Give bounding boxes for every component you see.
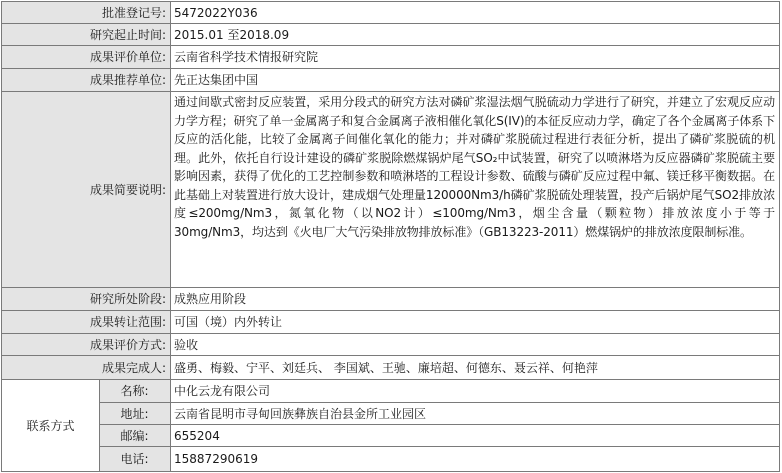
recommend-unit-label: 成果推荐单位: — [2, 69, 171, 92]
row-transfer-scope — [2, 311, 780, 334]
row-contact-address — [2, 403, 780, 425]
period-label: 研究起止时间: — [2, 24, 171, 46]
achievement-info-sheet — [1, 1, 780, 471]
contact-postcode-value: 655204 — [171, 425, 780, 447]
row-period — [2, 24, 780, 46]
eval-method-value: 验收 — [171, 334, 780, 356]
row-contact-name — [2, 380, 780, 403]
approval-no-label: 批准登记号: — [2, 2, 171, 24]
period-value: 2015.01 至2018.09 — [171, 24, 780, 46]
stage-label: 研究所处阶段: — [2, 288, 171, 311]
transfer-scope-value: 可国（境）内外转让 — [171, 311, 780, 334]
contact-address-value: 云南省昆明市寻甸回族彝族自治县金所工业园区 — [171, 403, 780, 425]
contributors-value: 盛勇、梅毅、宁平、刘廷兵、 李国斌、王驰、廉培超、何德东、聂云祥、何艳萍 — [171, 356, 780, 380]
row-contributors — [2, 356, 780, 380]
row-eval-method — [2, 334, 780, 356]
contact-phone-value: 15887290619 — [171, 447, 780, 472]
row-contact-postcode — [2, 425, 780, 447]
row-stage — [2, 288, 780, 311]
eval-method-label: 成果评价方式: — [2, 334, 171, 356]
summary-label: 成果简要说明: — [2, 92, 171, 288]
approval-no-value: 5472022Y036 — [171, 2, 780, 24]
contact-phone-label: 电话: — [100, 447, 171, 472]
row-summary — [2, 92, 780, 288]
row-contact-phone — [2, 447, 780, 472]
eval-unit-value: 云南省科学技术情报研究院 — [171, 46, 780, 69]
achievement-info-table — [1, 1, 780, 472]
transfer-scope-label: 成果转让范围: — [2, 311, 171, 334]
row-approval-no — [2, 2, 780, 24]
contact-postcode-label: 邮编: — [100, 425, 171, 447]
row-recommend-unit — [2, 69, 780, 92]
recommend-unit-value: 先正达集团中国 — [171, 69, 780, 92]
contact-group-label: 联系方式 — [2, 380, 100, 472]
summary-text: 通过间歇式密封反应装置，采用分段式的研究方法对磷矿浆湿法烟气脱硫动力学进行了研究，并建立了宏观反应动力学方程；研究了单一金属离子和复合金属离子液相催化氧化S(IV)的本征反应动力学，确定了各个金属离子体系下反应的活化能，比较了金属离子间催化氧化的能力；并对磷矿浆脱硫过程进行表征分析，提出了磷矿浆脱硫的机理。此外，依托自行设计建设的磷矿浆脱除燃煤锅炉尾气SO₂中试装置，研究了以喷淋塔为反应器磷矿浆脱硫主要影响因素，获得了优化的工艺控制参数和喷淋塔的工程设计参数、硫酸与磷矿反应过程中氟、镁迁移平衡数据。在此基础上对装置进行放大设计，建成烟气处理量120000Nm3/h磷矿浆脱硫处理装置，投产后锅炉尾气SO2排放浓度≤200mg/Nm3，氮氧化物（以NO2计）≤100mg/Nm3，烟尘含量（颗粒物）排放浓度小于等于30mg/Nm3，均达到《火电厂大气污染排放物排放标准》（GB13223-2011）燃煤锅炉的排放浓度限制标准。 — [171, 92, 780, 288]
contact-name-value: 中化云龙有限公司 — [171, 380, 780, 403]
contributors-label: 成果完成人: — [2, 356, 171, 380]
contact-address-label: 地址: — [100, 403, 171, 425]
stage-value: 成熟应用阶段 — [171, 288, 780, 311]
row-eval-unit — [2, 46, 780, 69]
eval-unit-label: 成果评价单位: — [2, 46, 171, 69]
contact-name-label: 名称: — [100, 380, 171, 403]
